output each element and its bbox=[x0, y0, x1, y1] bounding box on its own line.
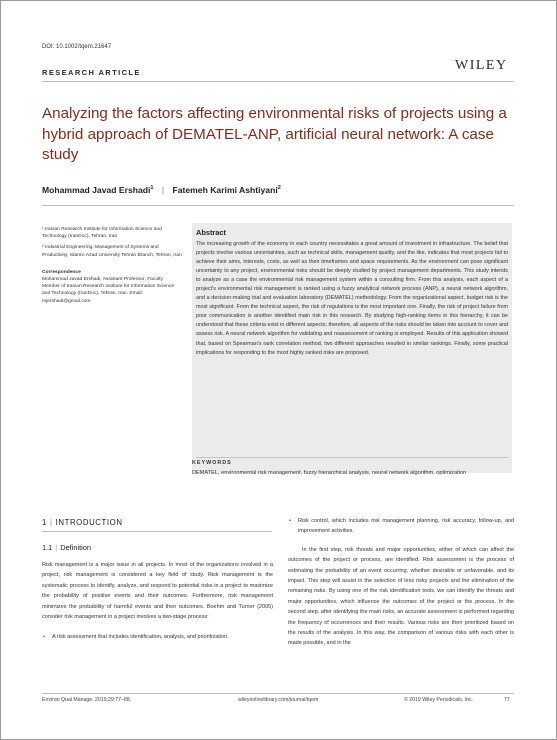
affiliations bbox=[42, 226, 182, 309]
footer-copyright: © 2019 Wiley Periodicals, Inc. bbox=[404, 697, 473, 703]
bullet-icon: • bbox=[289, 518, 291, 524]
abstract-text: The increasing growth of the economy in each country necessitates a great amount of investment in infrastructure. The belief that projects involve various uncertainties, such as technical skills, management quality, and the like, indicates that most projects fail to achieve their aims, interests, costs, as well as their timeframes and space requirements. As the environment can pose significant uncertainty to any project, environmental risks should be deeply studied by project management departments. This study intends to analyze as a case the environmental risk management system within a consulting firm. From this analysis, each aspect of a project's environmental risk management is ranked using a fuzzy analytical network process (ANP), a neural network algorithm, and a decision-making trial and evaluation laboratory (DEMATEL) methodology. From the organizational aspect, budget risk is the most significant. From the technical aspect, the risk of regulations is the most important one. Finally, the risk of project failure from poor communication is another identified main risk in this research. By studying high-ranking items in this hierarchy, it can be understood that these criteria exist in different aspects; therefore, all aspects of the risks should be taken into account to cover and assess risk. A neural network algorithm for validating and reassessment of ranking is employed. Results of this application showed that, based on Spearman's rank correlation method, two different approaches resulted in similar rankings. Finally, some practical implications for responding to the most highly ranked risks are proposed. bbox=[196, 241, 508, 356]
footer-journal: Environ Qual Manage. 2019;29:77–88. bbox=[42, 697, 132, 703]
subsection-heading bbox=[42, 543, 91, 552]
section-rule bbox=[42, 531, 272, 532]
section-bar: | bbox=[49, 518, 53, 527]
list-item-text: Risk control, which includes risk management planning, risk accuracy, follow-up, and improvement activities. bbox=[298, 518, 514, 535]
author-affiliation-mark: 2 bbox=[277, 185, 281, 192]
list-item-text: A risk assessment that includes identification, analysis, and prioritization. bbox=[52, 634, 229, 641]
affiliation-1: ¹ Iranian Research Institute for Information Science and Technology (IranDoc), Tehran, Iran bbox=[42, 227, 162, 240]
intro-paragraph: Risk management is a major issue in all projects. In most of the organizations involved in a project, risk management is considered a key field of study. Risk management is the systematic process to identify, analyze, and respond to potential risks in a project to maximize the probability of positive events and their outcomes. Furthermore, risk management minimizes the probability of harmful events and their outcomes. Boehm and Turner (2005) consider risk management in a project involves a two-stage process: bbox=[42, 562, 273, 621]
article-type: RESEARCH ARTICLE bbox=[42, 68, 141, 77]
author-affiliation-mark: 1 bbox=[150, 185, 154, 192]
section-heading bbox=[42, 518, 123, 527]
subsection-number: 1.1 bbox=[42, 543, 53, 552]
correspondence-text: Mohammad Javad Ershadi, Assistant Professor, Faculty Member of Iranian Research Institute for Information Science and Technology (IranDoc), Tehran, Iran. Email: mjershadi@gmail.com bbox=[42, 277, 175, 304]
subsection-title: Definition bbox=[60, 543, 92, 552]
affiliation-2: ² Industrial Engineering, Management of Systems and Productivity, Islamic Azad University Tehran Branch, Tehran, Iran bbox=[42, 245, 182, 258]
publisher-logo: WILEY bbox=[455, 58, 508, 73]
keywords-heading: KEYWORDS bbox=[192, 460, 232, 466]
author-list bbox=[42, 185, 281, 195]
author-name: Fatemeh Karimi Ashtiyani bbox=[172, 185, 278, 195]
list-item bbox=[288, 516, 514, 537]
body-paragraph: In the first step, risk threats and major opportunities, either of which can affect the outcomes of the project or process, are identified. Risk assessment is the process of estimating the probability of an event occurring, whether desirable or unfavorable, and its impact. This step will assist in the selection of less risky projects and the elimination of the remaining risks. By using one of the risk identification tools, we can identify the threats and major opportunities, which influence the outcomes of the project or the process. In the second step, after identifying the main risks, an accurate assessment is performed regarding the frequency of occurrences and their results. Various risks are then prioritized based on the results of the analysis. In this way, the comparison of various risks with each other is made possible, and in the bbox=[288, 546, 514, 647]
section-title: INTRODUCTION bbox=[55, 518, 123, 527]
abstract-box bbox=[192, 223, 512, 473]
correspondence-heading: Correspondence bbox=[42, 269, 81, 275]
page-number: 77 bbox=[504, 697, 510, 703]
author-separator: | bbox=[161, 185, 165, 195]
section-number: 1 bbox=[42, 518, 47, 527]
abstract-heading: Abstract bbox=[196, 228, 226, 237]
author-name: Mohammad Javad Ershadi bbox=[42, 185, 151, 195]
footer-url: wileyonlinelibrary.com/journal/tqem bbox=[238, 697, 319, 703]
header-rule bbox=[42, 81, 514, 82]
bullet-icon: • bbox=[43, 634, 45, 641]
left-column bbox=[42, 560, 273, 643]
subsection-bar: | bbox=[55, 543, 58, 552]
author-rule bbox=[42, 205, 514, 206]
list-item bbox=[42, 632, 273, 642]
keywords-rule bbox=[196, 457, 508, 458]
right-column bbox=[288, 516, 514, 649]
article-title: Analyzing the factors affecting environmental risks of projects using a hybrid approach of DEMATEL-ANP, artificial neural network: A case study bbox=[42, 105, 507, 163]
footer-rule bbox=[42, 693, 514, 694]
doi: DOI: 10.1002/tqem.21647 bbox=[42, 44, 112, 50]
keywords-text: DEMATEL, environmental risk management, fuzzy hierarchical analysis, neural network algorithm, optimization bbox=[192, 470, 467, 476]
